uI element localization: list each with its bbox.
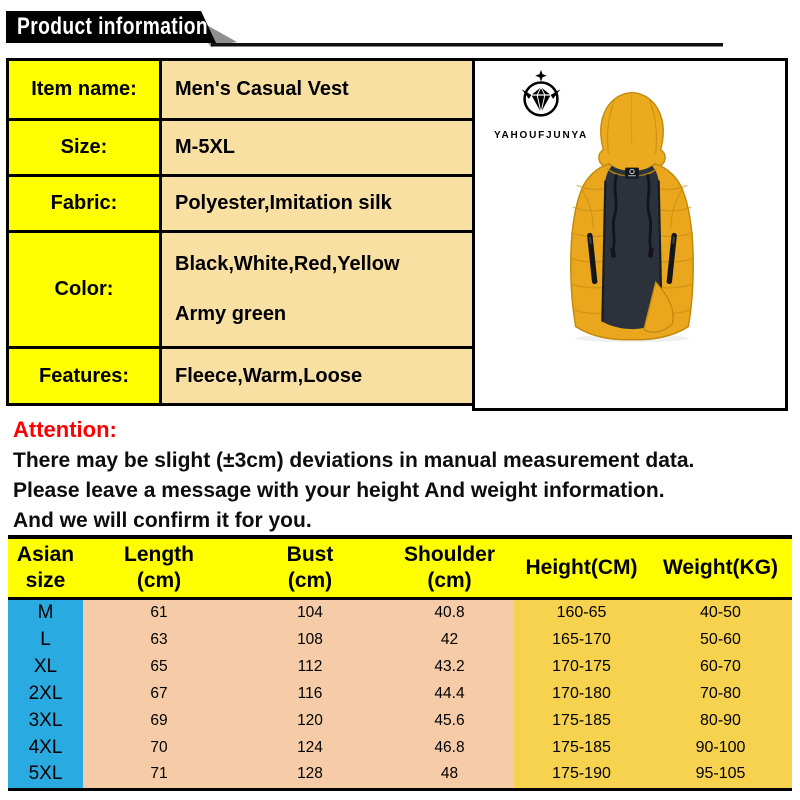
size-value: 175-190 bbox=[514, 761, 649, 788]
size-value: 175-185 bbox=[514, 734, 649, 761]
info-value-text: Fleece,Warm,Loose bbox=[175, 364, 363, 387]
size-value: 67 bbox=[83, 681, 235, 708]
size-row bbox=[8, 761, 792, 788]
info-value-size bbox=[162, 121, 472, 174]
size-value: 60-70 bbox=[649, 654, 792, 681]
header-line: size bbox=[25, 569, 66, 592]
size-chart-table bbox=[8, 535, 792, 791]
product-info-table bbox=[6, 58, 475, 406]
size-value: 124 bbox=[235, 734, 385, 761]
size-value: 65 bbox=[83, 654, 235, 681]
brand-name: YAHOUFJUNYA bbox=[493, 130, 589, 141]
size-row bbox=[8, 600, 792, 627]
attention-section bbox=[13, 417, 793, 536]
size-value: 120 bbox=[235, 707, 385, 734]
size-value: 70 bbox=[83, 734, 235, 761]
info-value-features bbox=[162, 349, 472, 403]
size-value: 104 bbox=[235, 600, 385, 627]
info-value-color bbox=[162, 233, 472, 346]
attention-line: Please leave a message with your height And weight information. bbox=[13, 479, 665, 502]
size-table-body bbox=[8, 600, 792, 788]
size-value: 40-50 bbox=[649, 600, 792, 627]
size-value: 95-105 bbox=[649, 761, 792, 788]
size-value: 175-185 bbox=[514, 707, 649, 734]
size-value: 170-180 bbox=[514, 681, 649, 708]
size-row bbox=[8, 734, 792, 761]
attention-line: There may be slight (±3cm) deviations in manual measurement data. bbox=[13, 449, 695, 472]
size-value: 80-90 bbox=[649, 707, 792, 734]
size-label: 5XL bbox=[8, 761, 83, 788]
size-value: 128 bbox=[235, 761, 385, 788]
size-value: 40.8 bbox=[385, 600, 514, 627]
header-length bbox=[83, 539, 235, 597]
size-value: 108 bbox=[235, 627, 385, 654]
header-line: (cm) bbox=[427, 569, 472, 592]
info-label-color: Color: bbox=[9, 233, 159, 346]
info-value-text: Polyester,Imitation silk bbox=[175, 192, 392, 214]
attention-line: And we will confirm it for you. bbox=[13, 509, 312, 532]
size-row bbox=[8, 681, 792, 708]
header-line: (cm) bbox=[136, 569, 182, 592]
header-weight bbox=[649, 539, 792, 597]
size-label: 3XL bbox=[8, 707, 83, 734]
size-label: XL bbox=[8, 654, 83, 681]
header-line: Bust bbox=[286, 543, 334, 566]
info-label-fabric: Fabric: bbox=[9, 177, 159, 230]
info-label-size: Size: bbox=[9, 121, 159, 174]
size-value: 90-100 bbox=[649, 734, 792, 761]
header-line: Asian bbox=[16, 543, 75, 566]
size-value: 112 bbox=[235, 654, 385, 681]
size-value: 70-80 bbox=[649, 681, 792, 708]
size-value: 165-170 bbox=[514, 627, 649, 654]
header-line: Shoulder bbox=[403, 543, 495, 566]
header-line: Height(CM) bbox=[525, 556, 638, 579]
header-line: (cm) bbox=[287, 569, 333, 592]
size-value: 48 bbox=[385, 761, 514, 788]
header-line: Length bbox=[124, 543, 194, 566]
info-value-item-name bbox=[162, 61, 472, 118]
size-value: 43.2 bbox=[385, 654, 514, 681]
info-value-text: Black,White,Red,Yellow bbox=[175, 253, 400, 275]
product-photo-frame bbox=[472, 58, 788, 411]
product-photo-vest bbox=[553, 88, 711, 346]
size-row bbox=[8, 627, 792, 654]
info-label-features: Features: bbox=[9, 349, 159, 403]
size-label: 4XL bbox=[8, 734, 83, 761]
size-label: M bbox=[8, 600, 83, 627]
size-value: 50-60 bbox=[649, 627, 792, 654]
header-line: Weight(KG) bbox=[662, 556, 779, 579]
size-row bbox=[8, 707, 792, 734]
attention-title: Attention: bbox=[13, 417, 117, 442]
size-value: 116 bbox=[235, 681, 385, 708]
size-row bbox=[8, 654, 792, 681]
size-value: 42 bbox=[385, 627, 514, 654]
info-value-text-line2: Army green bbox=[175, 303, 287, 325]
size-value: 46.8 bbox=[385, 734, 514, 761]
info-value-fabric bbox=[162, 177, 472, 230]
banner-underline bbox=[211, 43, 723, 47]
header-height bbox=[514, 539, 649, 597]
size-value: 170-175 bbox=[514, 654, 649, 681]
info-value-text: Men's Casual Vest bbox=[175, 78, 349, 100]
header-bust bbox=[235, 539, 385, 597]
header-asian-size bbox=[8, 539, 83, 597]
size-value: 71 bbox=[83, 761, 235, 788]
size-label: 2XL bbox=[8, 681, 83, 708]
header-shoulder bbox=[385, 539, 514, 597]
size-value: 44.4 bbox=[385, 681, 514, 708]
size-chart-header bbox=[8, 539, 792, 600]
size-value: 160-65 bbox=[514, 600, 649, 627]
size-label: L bbox=[8, 627, 83, 654]
page-title: Product information bbox=[17, 13, 209, 40]
info-label-item-name: Item name: bbox=[9, 61, 159, 118]
size-value: 69 bbox=[83, 707, 235, 734]
size-value: 45.6 bbox=[385, 707, 514, 734]
size-value: 63 bbox=[83, 627, 235, 654]
info-value-text: M-5XL bbox=[175, 136, 235, 158]
size-value: 61 bbox=[83, 600, 235, 627]
